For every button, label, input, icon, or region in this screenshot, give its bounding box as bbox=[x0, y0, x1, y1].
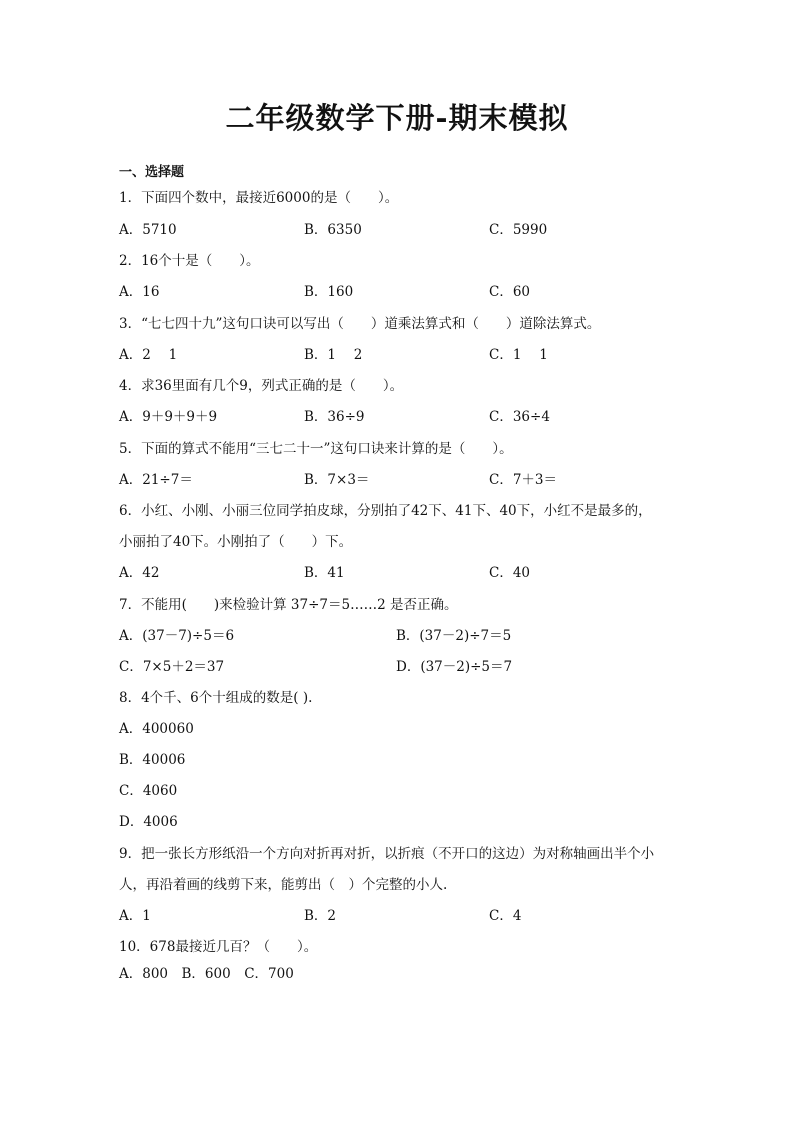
q1-option-c: C．5990 bbox=[489, 222, 548, 238]
q4-option-a: A．9＋9＋9＋9 bbox=[119, 409, 218, 425]
q9-option-a: A．1 bbox=[119, 908, 151, 924]
q6-option-a: A．42 bbox=[119, 565, 160, 581]
question-6-line-1: 6．小红、小刚、小丽三位同学拍皮球，分别拍了42下、41下、40下，小红不是最多的， bbox=[119, 503, 652, 519]
section-heading: 一、选择题 bbox=[119, 165, 185, 180]
q8-option-b: B．40006 bbox=[119, 752, 186, 768]
q7-option-c: C．7×5＋2＝37 bbox=[119, 659, 225, 675]
q5-option-b: B．7×3＝ bbox=[304, 472, 370, 488]
q8-option-c: C．4060 bbox=[119, 783, 178, 799]
q3-option-a: A．2 1 bbox=[119, 347, 178, 363]
q4-option-c: C．36÷4 bbox=[489, 409, 550, 425]
q3-option-b: B．1 2 bbox=[304, 347, 363, 363]
q9-option-b: B．2 bbox=[304, 908, 337, 924]
q10-options: A．800 B．600 C．700 bbox=[119, 966, 294, 982]
q2-option-c: C．60 bbox=[489, 284, 531, 300]
q3-option-c: C．1 1 bbox=[489, 347, 548, 363]
q7-option-b: B．(37－2)÷7＝5 bbox=[396, 628, 512, 644]
q7-option-d: D．(37－2)÷5＝7 bbox=[396, 659, 513, 675]
question-9-line-1: 9．把一张长方形纸沿一个方向对折再对折，以折痕（不开口的这边）为对称轴画出半个小 bbox=[119, 846, 655, 862]
q6-option-b: B．41 bbox=[304, 565, 345, 581]
q1-option-a: A．5710 bbox=[119, 222, 177, 238]
q4-option-b: B．36÷9 bbox=[304, 409, 365, 425]
q1-option-b: B．6350 bbox=[304, 222, 362, 238]
question-9-line-2: 人，再沿着画的线剪下来，能剪出（ ）个完整的小人. bbox=[119, 877, 448, 893]
q2-option-b: B．160 bbox=[304, 284, 354, 300]
question-1: 1．下面四个数中，最接近6000的是（ ）。 bbox=[119, 190, 399, 206]
q7-option-a: A．(37－7)÷5＝6 bbox=[119, 628, 235, 644]
q6-option-c: C．40 bbox=[489, 565, 531, 581]
page-title: 二年级数学下册-期末模拟 bbox=[225, 101, 569, 135]
question-3: 3．“七七四十九”这句口诀可以写出（ ）道乘法算式和（ ）道除法算式。 bbox=[119, 316, 601, 332]
q9-option-c: C．4 bbox=[489, 908, 522, 924]
question-4: 4．求36里面有几个9，列式正确的是（ ）。 bbox=[119, 378, 404, 394]
question-2: 2．16个十是（ ）。 bbox=[119, 253, 260, 269]
question-5: 5．下面的算式不能用“三七二十一”这句口诀来计算的是（ ）。 bbox=[119, 441, 513, 457]
q8-option-d: D．4006 bbox=[119, 814, 178, 830]
question-8: 8．4个千、6个十组成的数是( ). bbox=[119, 690, 313, 706]
q5-option-c: C．7＋3＝ bbox=[489, 472, 558, 488]
question-7: 7．不能用( )来检验计算 37÷7＝5……2 是否正确。 bbox=[119, 597, 458, 613]
q8-option-a: A．400060 bbox=[119, 721, 194, 737]
q2-option-a: A．16 bbox=[119, 284, 160, 300]
question-10: 10．678最接近几百？（ ）。 bbox=[119, 939, 318, 955]
q5-option-a: A．21÷7＝ bbox=[119, 472, 193, 488]
question-6-line-2: 小丽拍了40下。小刚拍了（ ）下。 bbox=[119, 534, 353, 550]
